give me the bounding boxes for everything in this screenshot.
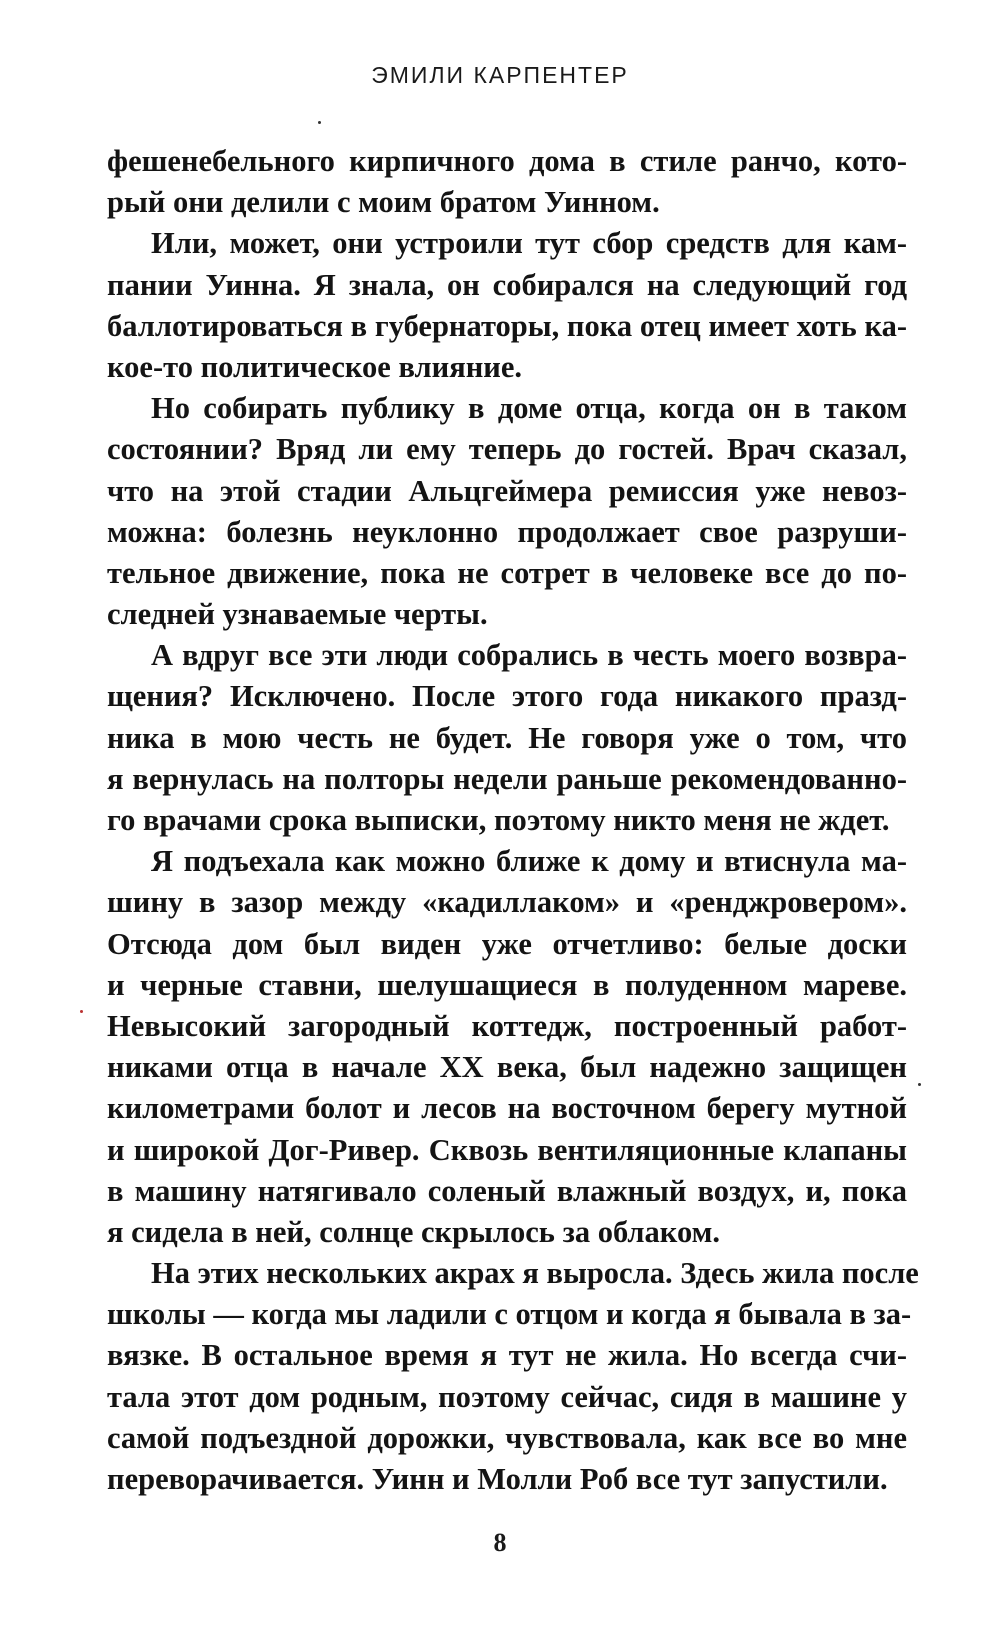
- print-speck: [80, 1010, 83, 1013]
- paragraph-line: можна: болезнь неуклонно продолжает свое разруши-: [107, 514, 907, 549]
- paragraph-line: Я подъехала как можно ближе к дому и втиснула ма-: [151, 844, 907, 879]
- paragraph-line: фешенебельного кирпичного дома в стиле ранчо, кото-: [107, 144, 907, 178]
- paragraph-line: пании Уинна. Я знала, он собирался на следующий год: [107, 267, 907, 302]
- paragraph-line: баллотироваться в губернаторы, пока отец имеет хоть ка-: [107, 308, 907, 343]
- paragraph-line: я вернулась на полторы недели раньше рекомендованно-: [107, 761, 907, 796]
- paragraph-line: тельное движение, пока не сотрет в человеке все до по-: [107, 555, 907, 590]
- paragraph-line: рый они делили с моим братом Уинном.: [107, 185, 660, 220]
- paragraph-line: Невысокий загородный коттедж, построенный работ-: [107, 1008, 907, 1043]
- paragraph-line: в машину натягивало соленый влажный воздух, и, пока: [107, 1173, 907, 1208]
- paragraph-line: На этих нескольких акрах я выросла. Здесь жила после: [151, 1256, 919, 1291]
- paragraph-line: шину в зазор между «кадиллаком» и «ренджровером».: [107, 885, 907, 920]
- paragraph-line: школы — когда мы ладили с отцом и когда я бывала в за-: [107, 1297, 912, 1332]
- paragraph-line: го врачами срока выписки, поэтому никто меня не ждет.: [107, 803, 890, 837]
- paragraph-line: и широкой Дог-Ривер. Сквозь вентиляционные клапаны: [107, 1132, 907, 1167]
- paragraph-line: что на этой стадии Альцгеймера ремиссия уже невоз-: [107, 473, 907, 508]
- paragraph-line: вязке. В остальное время я тут не жила. Но всегда счи-: [107, 1338, 907, 1373]
- paragraph-line: Или, может, они устроили тут сбор средств для кам-: [151, 226, 907, 261]
- paragraph-line: щения? Исключено. После этого года никакого празд-: [107, 679, 907, 714]
- paragraph-line: и черные ставни, шелушащиеся в полуденном мареве.: [107, 967, 907, 1002]
- paragraph-line: кое-то политическое влияние.: [107, 349, 523, 384]
- running-head: ЭМИЛИ КАРПЕНТЕР: [371, 62, 629, 88]
- print-speck: [918, 1083, 921, 1086]
- page-number: 8: [493, 1528, 507, 1557]
- paragraph-line: переворачивается. Уинн и Молли Роб все тут запустили.: [107, 1462, 888, 1496]
- paragraph-line: я сидела в ней, солнце скрылось за облаком.: [107, 1214, 721, 1249]
- paragraph-line: ника в мою честь не будет. Не говоря уже о том, что: [107, 720, 907, 755]
- paragraph-line: никами отца в начале XX века, был надежно защищен: [107, 1050, 907, 1085]
- paragraph-line: А вдруг все эти люди собрались в честь моего возвра-: [151, 638, 907, 673]
- print-speck: [318, 121, 321, 124]
- paragraph-line: тала этот дом родным, поэтому сейчас, сидя в машине у: [107, 1379, 907, 1414]
- paragraph-line: километрами болот и лесов на восточном берегу мутной: [107, 1091, 907, 1126]
- paragraph-line: состоянии? Вряд ли ему теперь до гостей. Врач сказал,: [107, 432, 907, 467]
- paragraph-line: Отсюда дом был виден уже отчетливо: белые доски: [107, 926, 907, 961]
- body-text: [107, 141, 919, 1500]
- paragraph-line: самой подъездной дорожки, чувствовала, как все во мне: [107, 1420, 907, 1455]
- paragraph-line: следней узнаваемые черты.: [107, 597, 488, 632]
- paragraph-line: Но собирать публику в доме отца, когда он в таком: [151, 391, 907, 426]
